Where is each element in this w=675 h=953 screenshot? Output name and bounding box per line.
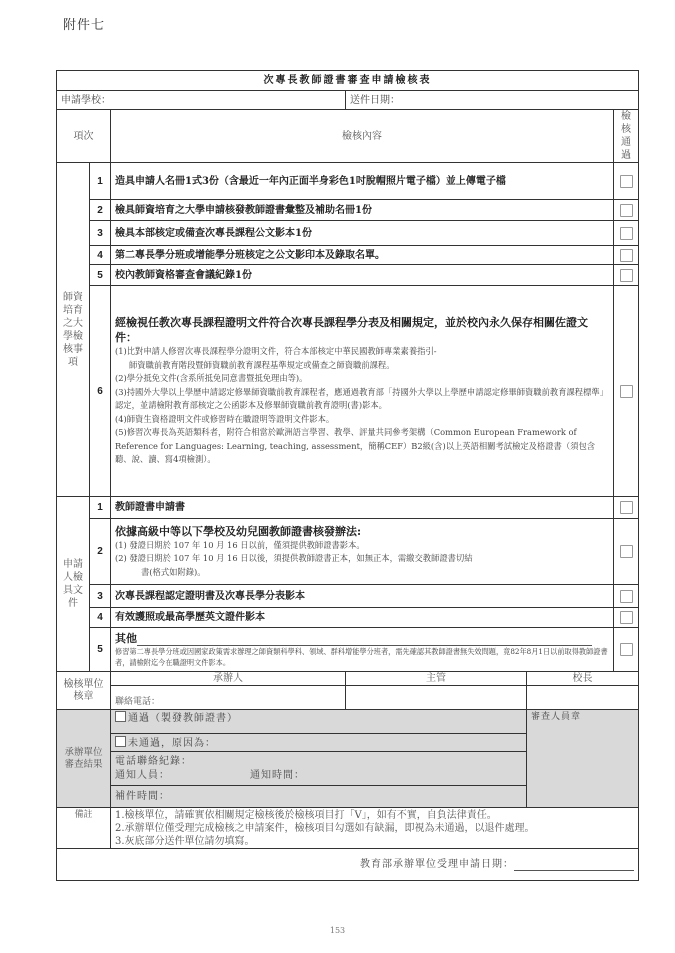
item-number: 3 <box>90 221 111 246</box>
supervisor-stamp-cell[interactable] <box>346 686 527 710</box>
item-text: 依據高級中等以下學校及幼兒園教師證書核發辦法: (1) 發證日期於 107 年 10 月 16 日以前，僅須提供教師證書影本。 (2) 發證日期於 107 年 10 月 16 日以後，須提供教師證書正本，如無正本，需繳交教師證書切結 書(格式如附錄)。 <box>111 519 614 585</box>
table-row <box>57 163 639 200</box>
item-number: 4 <box>90 608 111 628</box>
item-text: 次專長課程認定證明書及次專長學分表影本 <box>111 585 614 608</box>
item-text: 造具申請人名冊1式3份（含最近一年內正面半身彩色1吋脫帽照片電子檔）並上傳電子檔 <box>111 163 614 200</box>
form-title: 次專長教師證書審查申請檢核表 <box>57 71 639 91</box>
fail-checkbox[interactable] <box>115 736 126 747</box>
header-check: 檢核 通過 <box>614 110 639 163</box>
table-row <box>57 628 639 672</box>
phone-label: 聯絡電話： <box>115 697 161 707</box>
item-number: 1 <box>90 497 111 519</box>
receipt-date-row <box>57 849 639 881</box>
result-label-cell <box>57 710 111 808</box>
notifier-label: 通知人員： <box>115 769 170 781</box>
section-label-applicant: 申請人檢具文件 <box>63 559 83 609</box>
supervisor-header: 主管 <box>346 672 527 686</box>
reviewer-stamp-label: 審查人員章 <box>531 712 582 722</box>
checkbox[interactable] <box>620 204 633 217</box>
principal-stamp-cell[interactable] <box>527 686 639 710</box>
table-row <box>57 221 639 246</box>
item-text: 其他 修習第二專長學分班或因國家政策需求辦理之師資類科學科、領域、群科增能學分班者，需先確認其教師證書無失效問題，竟82年8月1日以前取得教師證書者，請檢附迄今在職證明文件影本。 <box>111 628 614 672</box>
table-row <box>57 246 639 265</box>
school-field[interactable] <box>57 91 346 110</box>
item-text: 檢具師資培育之大學申請核發教師證書彙整及補助名冊1份 <box>111 200 614 221</box>
phone-record[interactable]: 電話聯絡紀錄： 通知人員： 通知時間： <box>111 752 527 786</box>
handler-stamp-cell[interactable] <box>111 686 346 710</box>
checkbox[interactable] <box>620 643 633 656</box>
header-content: 檢核內容 <box>111 110 614 163</box>
item-number: 6 <box>90 286 111 497</box>
item-number: 2 <box>90 200 111 221</box>
supplement-time[interactable]: 補件時間： <box>111 786 527 808</box>
handler-header: 承辦人 <box>111 672 346 686</box>
table-row <box>57 286 639 497</box>
table-row <box>57 265 639 286</box>
item-number: 1 <box>90 163 111 200</box>
item-number: 2 <box>90 519 111 585</box>
section-cell-institution <box>57 163 90 497</box>
item-text: 有效護照或最高學歷英文證件影本 <box>111 608 614 628</box>
item-text: 校內教師資格審查會議紀錄1份 <box>111 265 614 286</box>
table-row <box>57 519 639 585</box>
table-row <box>57 608 639 628</box>
checkbox[interactable] <box>620 269 633 282</box>
notify-time-label: 通知時間： <box>250 769 305 781</box>
checkbox[interactable] <box>620 545 633 558</box>
receipt-date-field[interactable] <box>514 858 634 871</box>
fail-option[interactable]: 未通過，原因為： <box>111 734 527 752</box>
item-number: 5 <box>90 265 111 286</box>
checkbox[interactable] <box>620 385 633 398</box>
item-text: 第二專長學分班或增能學分班核定之公文影印本及錄取名單。 <box>111 246 614 265</box>
item-text: 檢具本部核定或備查次專長課程公文影本1份 <box>111 221 614 246</box>
checkbox[interactable] <box>620 175 633 188</box>
receipt-date-label: 教育部承辦單位受理申請日期： <box>360 859 514 870</box>
section-cell-applicant <box>57 497 90 672</box>
submit-date-field[interactable] <box>346 91 639 110</box>
checkbox[interactable] <box>620 249 633 262</box>
pass-checkbox[interactable] <box>115 711 126 722</box>
item-number: 4 <box>90 246 111 265</box>
page-number: 153 <box>329 926 346 935</box>
result-label: 承辦單位審查結果 <box>64 746 103 770</box>
checkbox[interactable] <box>620 227 633 240</box>
item-number: 5 <box>90 628 111 672</box>
pass-option[interactable]: 通過（製發教師證書） <box>111 710 527 734</box>
checkbox[interactable] <box>620 501 633 514</box>
reviewer-stamp-cell[interactable] <box>527 710 639 808</box>
checkbox[interactable] <box>620 611 633 624</box>
table-row <box>57 200 639 221</box>
submit-date-label: 送件日期： <box>350 94 400 106</box>
section-label-institution: 師資培育之大學檢核事項 <box>63 291 83 368</box>
stamp-label: 檢核單位 核章 <box>57 672 111 710</box>
school-label: 申請學校： <box>61 94 111 106</box>
attachment-label: 附件七 <box>63 18 106 33</box>
checklist-form <box>56 70 639 881</box>
checkbox[interactable] <box>620 590 633 603</box>
notes-content: 1.檢核單位，請確實依相關規定檢核後於檢核項目打「V」，如有不實，自負法律責任。 2.承辦單位僅受理完成檢核之申請案件，檢核項目勾選如有缺漏，即視為未通過，以退件處理。 3.灰底部分送件單位請勿填寫。 <box>111 808 639 849</box>
principal-header: 校長 <box>527 672 639 686</box>
notes-label: 備註 <box>57 808 111 849</box>
item-text: 經檢視任教次專長課程證明文件符合次專長課程學分表及相關規定，並於校內永久保存相關佐證文件： (1)比對申請人修習次專長課程學分證明文件，符合本部核定中華民國教師專業素養指引- 師資職前教育階段暨師資職前教育課程基準規定或備查之師資職前課程。 (2)學分抵免文件(含系所抵免同意書暨抵免理由等)。 (3)持國外大學以上學歷申請認定修畢師資職前教育課程者，應通過教育部「持國外大學以上學歷申請認定修畢師資職前教育課程標準」認定，並請檢附教育部核定之公函影本及修畢師資職前教育證明(書)影本。 (4)師資生資格證明文件或修習時在職證明等證明文件影本。 (5)修習次專長為英語類科者，附符合相當於歐洲語言學習、教學、評量共同參考架構（Common European Framework of Reference for Languages: Learning, teaching, assessment，簡稱CEF）B2級(含)以上英語相關考試檢定及格證書（須包含聽、說、讀、寫4項檢測）。 <box>111 286 614 497</box>
table-row <box>57 585 639 608</box>
header-order: 項次 <box>57 110 111 163</box>
item-text: 教師證書申請書 <box>111 497 614 519</box>
item-number: 3 <box>90 585 111 608</box>
table-row <box>57 497 639 519</box>
